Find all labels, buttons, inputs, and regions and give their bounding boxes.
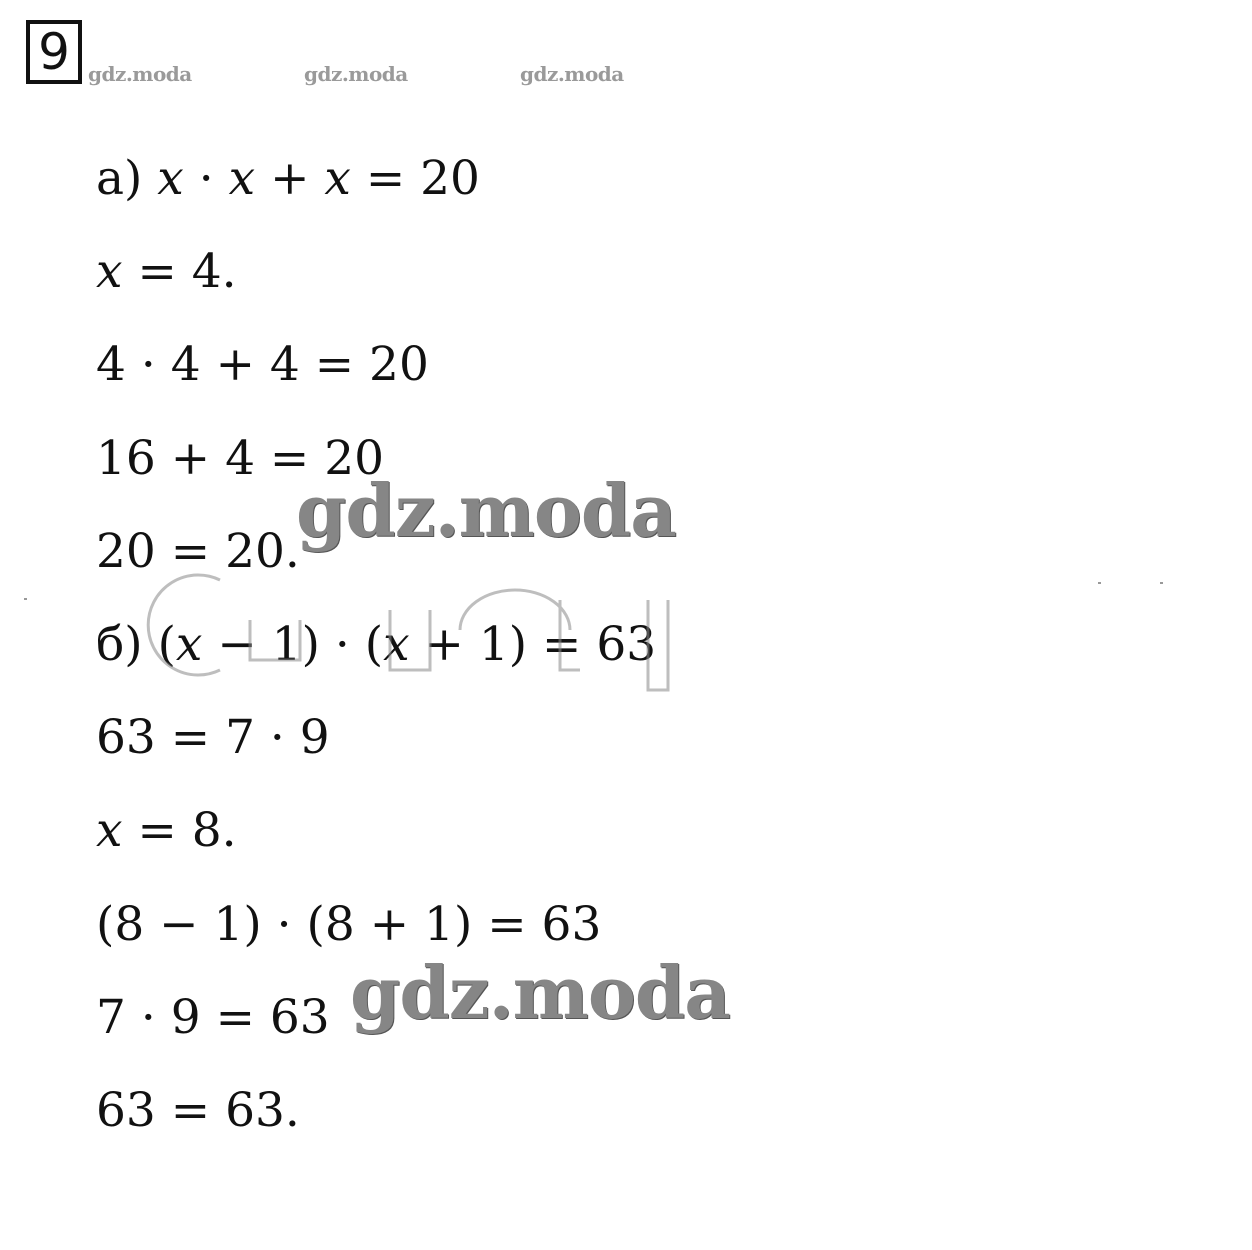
solution-line-a-equation: а) 𝑥 · 𝑥 + 𝑥 = 20 (96, 151, 480, 206)
task-number-box (26, 20, 82, 84)
header-watermark-3: gdz.moda (520, 62, 624, 86)
solution-line-a-check-3: 20 = 20. (96, 523, 300, 579)
solution-line-b-answer: 𝑥 = 8. (96, 803, 237, 859)
scan-speck (1098, 582, 1101, 584)
scan-speck (24, 598, 27, 600)
watermark-middle: gdz.moda (296, 468, 676, 553)
solution-line-b-factor: 63 = 7 · 9 (96, 710, 330, 766)
solution-line-b-check-1: (8 − 1) · (8 + 1) = 63 (96, 896, 602, 952)
header-watermark-2: gdz.moda (304, 62, 408, 86)
watermark-lower: gdz.moda (350, 950, 730, 1035)
solution-line-a-check-1: 4 · 4 + 4 = 20 (96, 337, 429, 393)
solution-line-a-check-2: 16 + 4 = 20 (96, 430, 385, 486)
scan-speck (1160, 582, 1163, 584)
solution-line-b-check-3: 63 = 63. (96, 1082, 300, 1138)
solution-line-b-check-2: 7 · 9 = 63 (96, 989, 330, 1045)
solution-line-a-answer: 𝑥 = 4. (96, 244, 237, 300)
solution-line-b-equation: б) (𝑥 − 1) · (𝑥 + 1) = 63 (96, 616, 657, 672)
task-number: 9 (38, 23, 70, 81)
header-watermark-1: gdz.moda (88, 62, 192, 86)
ghost-logo-watermark (100, 560, 680, 700)
